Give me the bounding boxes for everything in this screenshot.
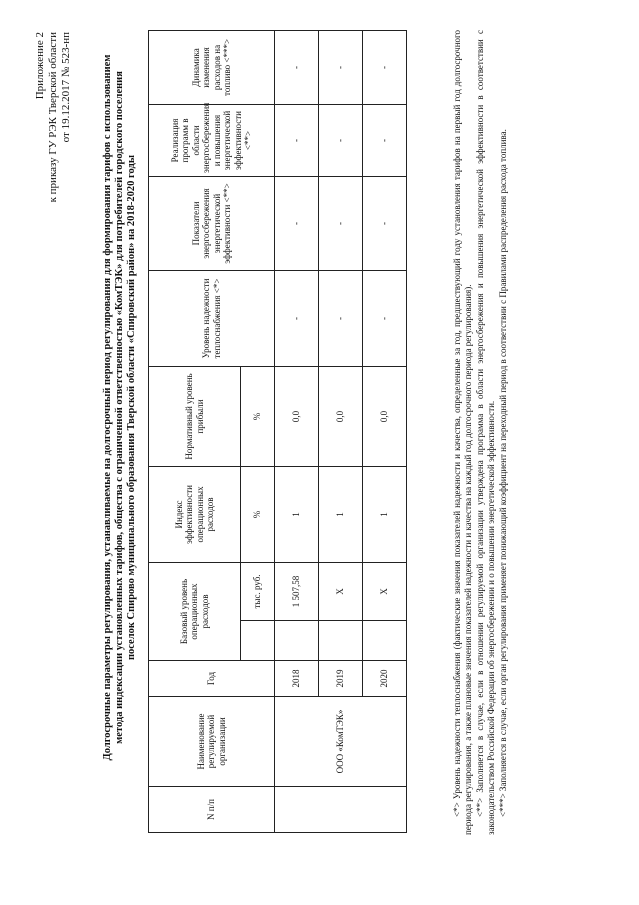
cell-energy-indicators: - [319, 176, 363, 270]
cell-energy-indicators: - [363, 176, 407, 270]
cell-fuel: - [319, 30, 363, 104]
header-profit-level: Нормативный уровень прибыли [149, 366, 241, 466]
unit-profit: % [241, 366, 275, 466]
cell-energy-program: - [363, 104, 407, 176]
header-org: Наименование регулируемой организации [149, 697, 275, 787]
header-num: N п/п [149, 787, 275, 833]
unit-index: % [241, 466, 275, 562]
order-reference: к приказу ГУ РЭК Тверской области [47, 32, 59, 203]
cell-energy-program: - [275, 104, 319, 176]
cell-base: 1 507,58 [275, 562, 319, 620]
header-year: Год [149, 661, 275, 697]
unit-base-empty [241, 621, 275, 661]
document-title [102, 30, 138, 785]
cell-base-empty [363, 621, 407, 661]
title-line-2: метода индексации установленных тарифов, общества с ограниченной ответственностью «КомТЭК» для потребителей городского поселения [114, 71, 125, 744]
appendix-label: Приложение 2 [34, 32, 46, 100]
header-efficiency-index: Индекс эффективности операционных расходов [149, 466, 241, 562]
cell-index: 1 [275, 466, 319, 562]
header-reliability: Уровень надежности теплоснабжения <*> [149, 270, 275, 366]
table-row [275, 30, 319, 832]
cell-year: 2019 [319, 661, 363, 697]
cell-year: 2018 [275, 661, 319, 697]
footnote-3: <***> Заполняется в случае, если орган регулирования применяет понижающий коэффициент на переходный период в соответствии с Правилами распределения расхода топлива. [498, 129, 508, 817]
cell-profit: 0,0 [319, 366, 363, 466]
footnote-1: <*> Уровень надежности теплоснабжения (фактические значения показателей надежности и качества, определенные за год, предшествующий году установления тарифов на первый год долгосрочного периода регулирования, а также плановые значения показателей надежности и качества на каждый год долгосрочного периода регулирования). [452, 30, 473, 835]
cell-fuel: - [363, 30, 407, 104]
row-number [275, 787, 407, 833]
cell-base: X [363, 562, 407, 620]
cell-index: 1 [319, 466, 363, 562]
org-name: ООО «КомТЭК» [275, 697, 407, 787]
footnotes [452, 30, 510, 835]
parameters-table [148, 30, 407, 833]
footnote-2: <**> Заполняется в случае, если в отношении регулируемой организации утверждена программа в области энергосбережения и повышения энергетической эффективности в соответствии с законодательством Российской Федерации об энергосбережении и о повышении энергетической эффективности. [475, 30, 496, 835]
header-base-costs: Базовый уровень операционных расходов [149, 562, 241, 660]
cell-fuel: - [275, 30, 319, 104]
unit-base: тыс. руб. [241, 562, 275, 620]
cell-reliability: - [363, 270, 407, 366]
cell-reliability: - [275, 270, 319, 366]
header-energy-program: Реализация программ в области энергосбережения и повышения энергетической эффективности <**> [149, 104, 275, 176]
cell-profit: 0,0 [275, 366, 319, 466]
title-line-1: Долгосрочные параметры регулирования, устанавливаемые на долгосрочный период регулирования для формирования тарифов с использованием [102, 54, 113, 761]
title-line-3: поселок Спирово муниципального образования Тверской области «Спировский район» на 2018-2020 годы [126, 154, 137, 661]
header-fuel-dynamics: Динамика изменения расходов на топливо <***> [149, 30, 275, 104]
cell-base-empty [319, 621, 363, 661]
order-date-number: от 19.12.2017 № 523-нп [60, 32, 72, 143]
cell-index: 1 [363, 466, 407, 562]
cell-base: X [319, 562, 363, 620]
header-row [149, 30, 241, 832]
cell-reliability: - [319, 270, 363, 366]
cell-energy-program: - [319, 104, 363, 176]
cell-profit: 0,0 [363, 366, 407, 466]
cell-energy-indicators: - [275, 176, 319, 270]
cell-base-empty [275, 621, 319, 661]
header-energy-indicators: Показатели энергосбережения энергетической эффективности <**> [149, 176, 275, 270]
appendix-header [34, 32, 73, 202]
cell-year: 2020 [363, 661, 407, 697]
